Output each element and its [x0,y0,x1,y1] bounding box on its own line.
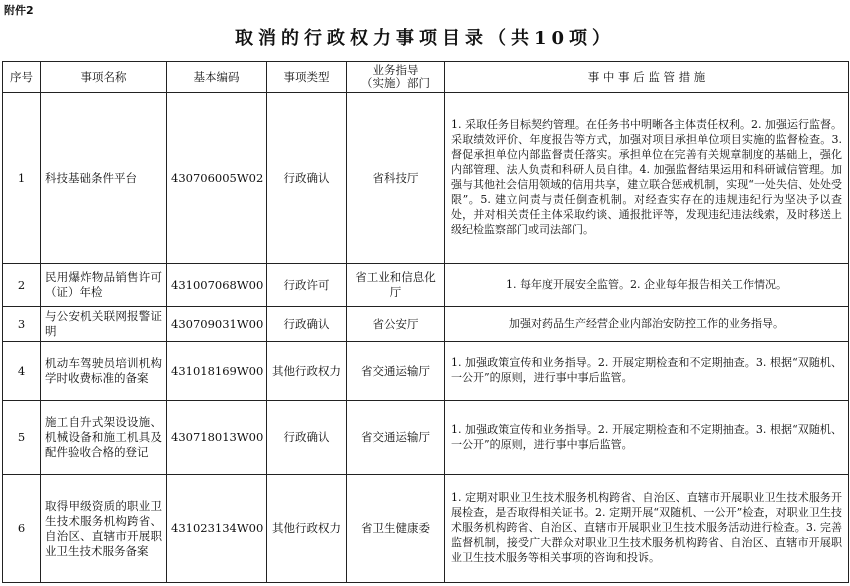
cell-dept: 省科技厅 [347,93,445,264]
table-row [3,264,849,307]
cell-seq: 4 [3,342,41,401]
header-dept-line1: 业务指导 [372,63,419,77]
cell-type: 行政许可 [267,264,347,307]
cell-dept: 省公安厅 [347,307,445,342]
header-name: 事项名称 [41,62,167,93]
cell-name: 科技基础条件平台 [41,93,167,264]
cell-dept: 省工业和信息化厅 [347,264,445,307]
header-measures: 事 中 事 后 监 管 措 施 [445,62,849,93]
cell-type: 行政确认 [267,401,347,475]
cell-measures: 1. 采取任务目标契约管理。在任务书中明晰各主体责任权利。2. 加强运行监督。采取绩效评价、年度报告等方式，加强对项目承担单位项目实施的监督检查。3. 督促承担单位内部监督责任落实。承担单位在完善有关规章制度的基础上，强化内部管理、法人负责和科研人员自律。4. 加强监督结果运用和科研诚信管理。加强与其他社会信用领域的信用共享，建立联合惩戒机制，实现“一处失信、处处受限”。5. 建立问责与责任倒查机制。对经查实存在的违规违纪行为坚决予以查处，并对相关责任主体采取约谈、通报批评等，发现违纪违法线索，及时移送上级纪检监察部门或司法部门。 [445,93,849,264]
cell-code: 430706005W02 [167,93,267,264]
cell-type: 其他行政权力 [267,475,347,583]
cell-dept: 省交通运输厅 [347,401,445,475]
cell-type: 其他行政权力 [267,342,347,401]
header-code: 基本编码 [167,62,267,93]
cell-name: 施工自升式架设设施、机械设备和施工机具及配件验收合格的登记 [41,401,167,475]
cell-seq: 6 [3,475,41,583]
table-row [3,307,849,342]
cell-name: 取得甲级资质的职业卫生技术服务机构跨省、自治区、直辖市开展职业卫生技术服务备案 [41,475,167,583]
cell-code: 430709031W00 [167,307,267,342]
page-title: 取消的行政权力事项目录（共10项） [234,28,616,49]
table-header-row [3,62,849,93]
table-row [3,342,849,401]
cell-seq: 2 [3,264,41,307]
cell-measures: 1. 加强政策宣传和业务指导。2. 开展定期检查和不定期抽查。3. 根据“双随机、一公开”的原则，进行事中事后监管。 [445,401,849,475]
cell-name: 与公安机关联网报警证明 [41,307,167,342]
cell-type: 行政确认 [267,93,347,264]
cell-measures: 1. 每年度开展安全监管。2. 企业每年报告相关工作情况。 [445,264,849,307]
header-seq: 序号 [3,62,41,93]
cell-code: 431018169W00 [167,342,267,401]
cell-code: 430718013W00 [167,401,267,475]
items-table [2,61,849,583]
cell-name: 民用爆炸物品销售许可（证）年检 [41,264,167,307]
cell-type: 行政确认 [267,307,347,342]
attachment-label: 附件2 [4,4,34,17]
cell-measures: 1. 加强政策宣传和业务指导。2. 开展定期检查和不定期抽查。3. 根据“双随机、一公开”的原则，进行事中事后监管。 [445,342,849,401]
table-row [3,93,849,264]
cell-dept: 省卫生健康委 [347,475,445,583]
header-dept [347,62,445,93]
table-row [3,401,849,475]
cell-measures: 加强对药品生产经营企业内部治安防控工作的业务指导。 [445,307,849,342]
table-row [3,475,849,583]
cell-dept: 省交通运输厅 [347,342,445,401]
cell-code: 431007068W00 [167,264,267,307]
cell-seq: 5 [3,401,41,475]
cell-measures: 1. 定期对职业卫生技术服务机构跨省、自治区、直辖市开展职业卫生技术服务开展检查，是否取得相关证书。2. 定期开展“双随机、一公开”检查，对职业卫生技术服务机构跨省、自治区、直辖市开展职业卫生技术服务活动进行检查。3. 完善监督机制，接受广大群众对职业卫生技术服务机构跨省、自治区、直辖市开展职业卫生技术服务等相关事项的咨询和投诉。 [445,475,849,583]
cell-code: 431023134W00 [167,475,267,583]
cell-seq: 3 [3,307,41,342]
cell-name: 机动车驾驶员培训机构学时收费标准的备案 [41,342,167,401]
header-type: 事项类型 [267,62,347,93]
header-dept-line2: （实施）部门 [361,76,430,90]
cell-seq: 1 [3,93,41,264]
